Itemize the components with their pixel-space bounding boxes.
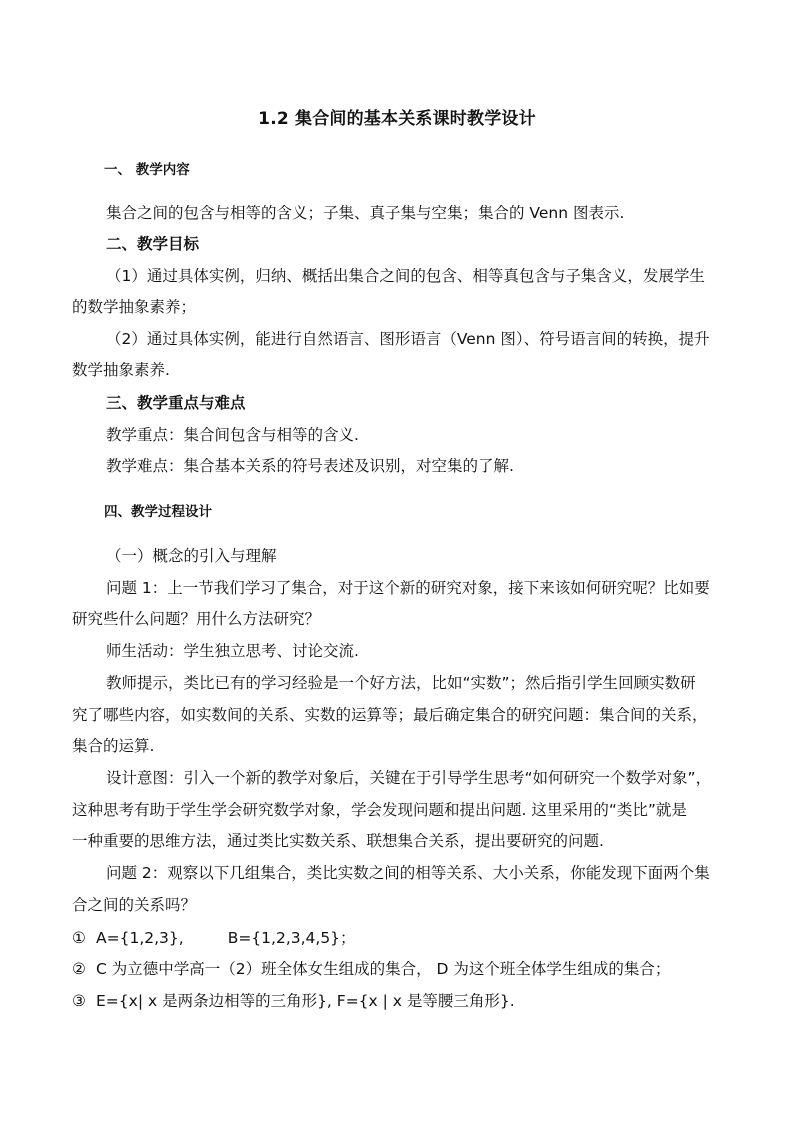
teacher-hint-line-1: 教师提示，类比已有的学习经验是一个好方法，比如“实数”；然后指引学生回顾实数研 <box>106 674 696 692</box>
teacher-hint-line-3: 集合的运算. <box>72 737 155 755</box>
goal-2-line-1: （2）通过具体实例，能进行自然语言、图形语言（Venn 图）、符号语言间的转换，提升 <box>106 330 710 348</box>
section-heading-key-points: 三、教学重点与难点 <box>106 394 246 412</box>
design-intent-line-2: 这种思考有助于学生学会研究数学对象，学会发现问题和提出问题. 这里采用的“类比”就是 <box>72 801 687 819</box>
document-title: 1.2 集合间的基本关系课时教学设计 <box>258 109 536 129</box>
set-a: A={1,2,3}, <box>96 929 184 947</box>
section-heading-goals: 二、教学目标 <box>106 235 200 253</box>
question-1-line-2: 研究些什么问题？用什么方法研究？ <box>72 610 321 628</box>
goal-1-line-2: 的数学抽象素养； <box>72 298 197 316</box>
item-marker: ③ <box>72 992 86 1010</box>
list-item <box>72 991 515 1011</box>
question-2-line-1: 问题 2：观察以下几组集合，类比实数之间的相等关系、大小关系，你能发现下面两个集 <box>106 864 710 882</box>
goal-1-line-1: （1）通过具体实例，归纳、概括出集合之间的包含、相等真包含与子集含义，发展学生 <box>106 267 705 285</box>
goal-2-line-2: 数学抽象素养. <box>72 361 170 379</box>
item-text: C 为立德中学高一（2）班全体女生组成的集合， D 为这个班全体学生组成的集合； <box>96 960 671 978</box>
teacher-student-activity: 师生活动：学生独立思考、讨论交流. <box>106 642 359 660</box>
key-point-text: 教学重点：集合间包含与相等的含义. <box>106 426 359 444</box>
list-item <box>72 928 356 948</box>
question-2-line-2: 合之间的关系吗？ <box>72 896 197 914</box>
item-marker: ② <box>72 960 86 978</box>
item-marker: ① <box>72 929 86 947</box>
item-text: E={x| x 是两条边相等的三角形}, F={x | x 是等腰三角形}. <box>96 992 515 1010</box>
teaching-content-text: 集合之间的包含与相等的含义；子集、真子集与空集；集合的 Venn 图表示. <box>106 204 625 222</box>
set-b: B={1,2,3,4,5}； <box>227 929 356 947</box>
section-heading-process: 四、教学过程设计 <box>104 504 212 520</box>
list-item <box>72 959 670 979</box>
difficulty-text: 教学难点：集合基本关系的符号表述及识别，对空集的了解. <box>106 457 514 475</box>
question-1-line-1: 问题 1：上一节我们学习了集合，对于这个新的研究对象，接下来该如何研究呢？比如要 <box>106 579 710 597</box>
section-heading-content: 一、 教学内容 <box>104 162 190 178</box>
teacher-hint-line-2: 究了哪些内容，如实数间的关系、实数的运算等；最后确定集合的研究问题：集合间的关系， <box>72 706 708 724</box>
subsection-concept-intro: （一）概念的引入与理解 <box>106 547 277 565</box>
design-intent-line-1: 设计意图：引入一个新的教学对象后，关键在于引导学生思考“如何研究一个数学对象”， <box>106 769 712 787</box>
design-intent-line-3: 一种重要的思维方法，通过类比实数关系、联想集合关系，提出要研究的问题. <box>72 832 604 850</box>
